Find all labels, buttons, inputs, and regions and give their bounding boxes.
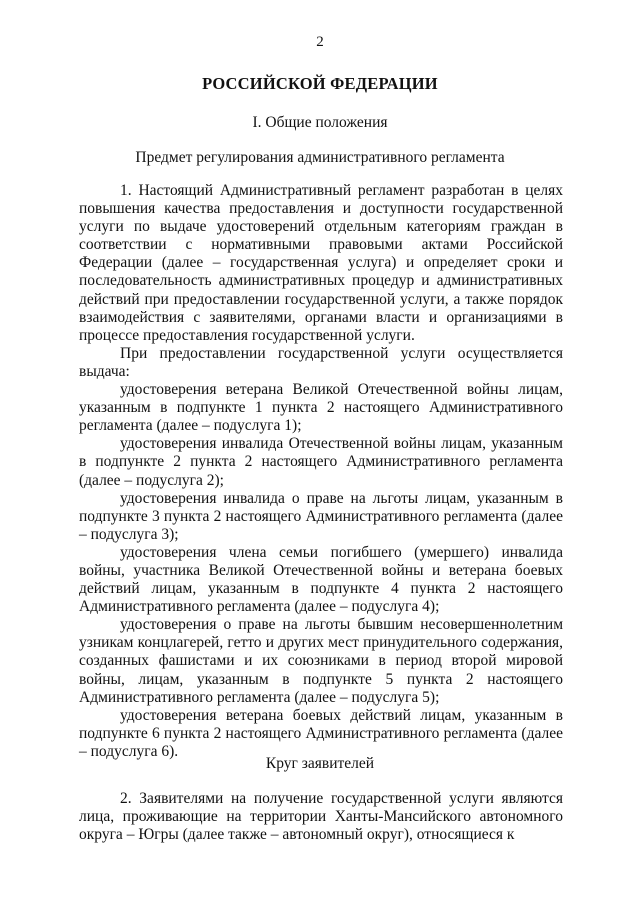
page-number: 2 xyxy=(316,34,324,50)
paragraph-issuance-intro: При предоставлении государственной услуги осуществляется выдача: xyxy=(79,344,563,380)
list-item-subservice-2: удостоверения инвалида Отечественной войны лицам, указанным в подпункте 2 пункта 2 настоящего Административного регламента (далее – подуслуга 2); xyxy=(79,435,563,489)
document-title: РОССИЙСКОЙ ФЕДЕРАЦИИ xyxy=(202,74,438,93)
applicants-body xyxy=(79,790,563,844)
section-heading: I. Общие положения xyxy=(252,114,388,131)
subsection-heading-regulation: Предмет регулирования административного регламента xyxy=(135,149,505,166)
list-item-subservice-4: удостоверения члена семьи погибшего (умершего) инвалида войны, участника Великой Отечественной войны и ветерана боевых действий лицам, указанным в подпункте 4 пункта 2 настоящего Административного регламента (далее – подуслуга 4); xyxy=(79,543,563,616)
list-item-subservice-5: удостоверения о праве на льготы бывшим несовершеннолетним узникам концлагерей, гетто и других мест принудительного содержания, созданных фашистами и их союзниками в период второй мировой войны, лицам, указанным в подпункте 5 пункта 2 настоящего Административного регламента (далее – подуслуга 5); xyxy=(79,616,563,706)
paragraph-2: 2. Заявителями на получение государственной услуги являются лица, проживающие на территории Ханты-Мансийского автономного округа – Югры (далее также – автономный округ), относящиеся к xyxy=(79,790,563,844)
list-item-subservice-1: удостоверения ветерана Великой Отечественной войны лицам, указанным в подпункте 1 пункта 2 настоящего Административного регламента (далее – подуслуга 1); xyxy=(79,381,563,435)
list-item-subservice-6: удостоверения ветерана боевых действий лицам, указанным в подпункте 6 пункта 2 настоящего Административного регламента (далее – подуслуга 6). xyxy=(79,706,563,760)
list-item-subservice-3: удостоверения инвалида о праве на льготы лицам, указанным в подпункте 3 пункта 2 настоящего Административного регламента (далее – подуслуга 3); xyxy=(79,489,563,543)
subsection-heading-applicants: Круг заявителей xyxy=(265,755,375,772)
regulation-body xyxy=(79,182,563,761)
paragraph-1: 1. Настоящий Административный регламент разработан в целях повышения качества предоставления и доступности государственной услуги по выдаче удостоверений отдельным категориям граждан в соответствии с нормативными правовыми актами Российской Федерации (далее – государственная услуга) и определяет сроки и последовательность административных процедур и административных действий при предоставлении государственной услуги, а также порядок взаимодействия с заявителями, органами власти и организациями в процессе предоставления государственной услуги. xyxy=(79,182,563,344)
